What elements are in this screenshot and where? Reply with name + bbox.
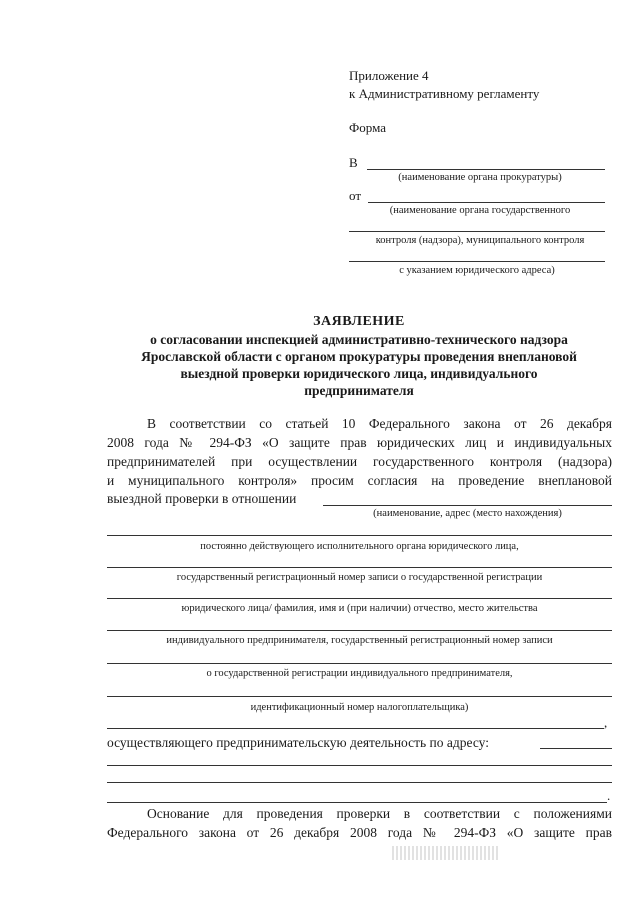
title-line-3: выездной проверки юридического лица, индивидуального: [180, 366, 538, 381]
appendix-label: Приложение 4: [349, 68, 429, 83]
caption-7: идентификационный номер налогоплательщика): [250, 702, 469, 713]
caption-1: (наименование, адрес (место нахождения): [373, 508, 562, 519]
from-prefix: от: [349, 188, 362, 203]
para1-line-4: и муниципального контроля» просим согласия на проведение внеплановой: [107, 473, 612, 488]
document-title: ЗАЯВЛЕНИЕ: [313, 314, 405, 329]
subject-line: [323, 505, 612, 506]
period-mark: .: [607, 788, 611, 803]
fill-line-3: [107, 567, 612, 568]
caption-4: юридического лица/ фамилия, имя и (при наличии) отчество, место жительства: [181, 603, 538, 614]
comma-mark: ,: [604, 715, 608, 730]
para1-line-3: предпринимателей при осуществлении государственного контроля (надзора): [107, 454, 612, 469]
para1-line-1: В соответствии со статьей 10 Федерального закона от 26 декабря: [147, 416, 612, 431]
para1-line-5: выездной проверки в отношении: [107, 491, 297, 506]
from-line-3: [349, 261, 605, 262]
to-line: [367, 169, 605, 170]
activity-line-1: [540, 748, 612, 749]
para2-line-1: Основание для проведения проверки в соответствии с положениями: [147, 806, 612, 821]
caption-3: государственный регистрационный номер записи о государственной регистрации: [176, 572, 543, 583]
to-caption: (наименование органа прокуратуры): [398, 172, 562, 183]
activity-line-3: [107, 782, 612, 783]
fill-line-4: [107, 598, 612, 599]
fill-line-7: [107, 696, 612, 697]
fill-line-5: [107, 630, 612, 631]
fill-line-8: [107, 728, 604, 729]
fill-line-2: [107, 535, 612, 536]
from-line: [368, 202, 605, 203]
activity-label: осуществляющего предпринимательскую деятельность по адресу:: [107, 735, 489, 750]
para1-line-2: 2008 года № 294-ФЗ «О защите прав юридических лиц и индивидуальных: [107, 435, 612, 450]
caption-5: индивидуального предпринимателя, государственный регистрационный номер записи: [166, 635, 553, 646]
form-label: Форма: [349, 120, 386, 135]
activity-line-4: [107, 802, 607, 803]
title-line-1: о согласовании инспекцией административно-технического надзора: [150, 332, 568, 347]
caption-6: о государственной регистрации индивидуального предпринимателя,: [206, 668, 513, 679]
from-caption-3: с указанием юридического адреса): [399, 265, 555, 276]
from-caption-1: (наименование органа государственного: [389, 205, 571, 216]
para2-line-2: Федерального закона от 26 декабря 2008 года № 294-ФЗ «О защите прав: [107, 825, 612, 840]
from-caption-2: контроля (надзора), муниципального контроля: [375, 235, 585, 246]
from-line-2: [349, 231, 605, 232]
caption-2: постоянно действующего исполнительного органа юридического лица,: [200, 541, 519, 552]
scan-stamp-mark: [392, 846, 500, 860]
title-line-2: Ярославской области с органом прокуратуры проведения внеплановой: [141, 349, 577, 364]
regulation-label: к Административному регламенту: [349, 86, 540, 101]
to-prefix: В: [349, 155, 358, 170]
activity-line-2: [107, 765, 612, 766]
title-line-4: предпринимателя: [304, 383, 414, 398]
fill-line-6: [107, 663, 612, 664]
